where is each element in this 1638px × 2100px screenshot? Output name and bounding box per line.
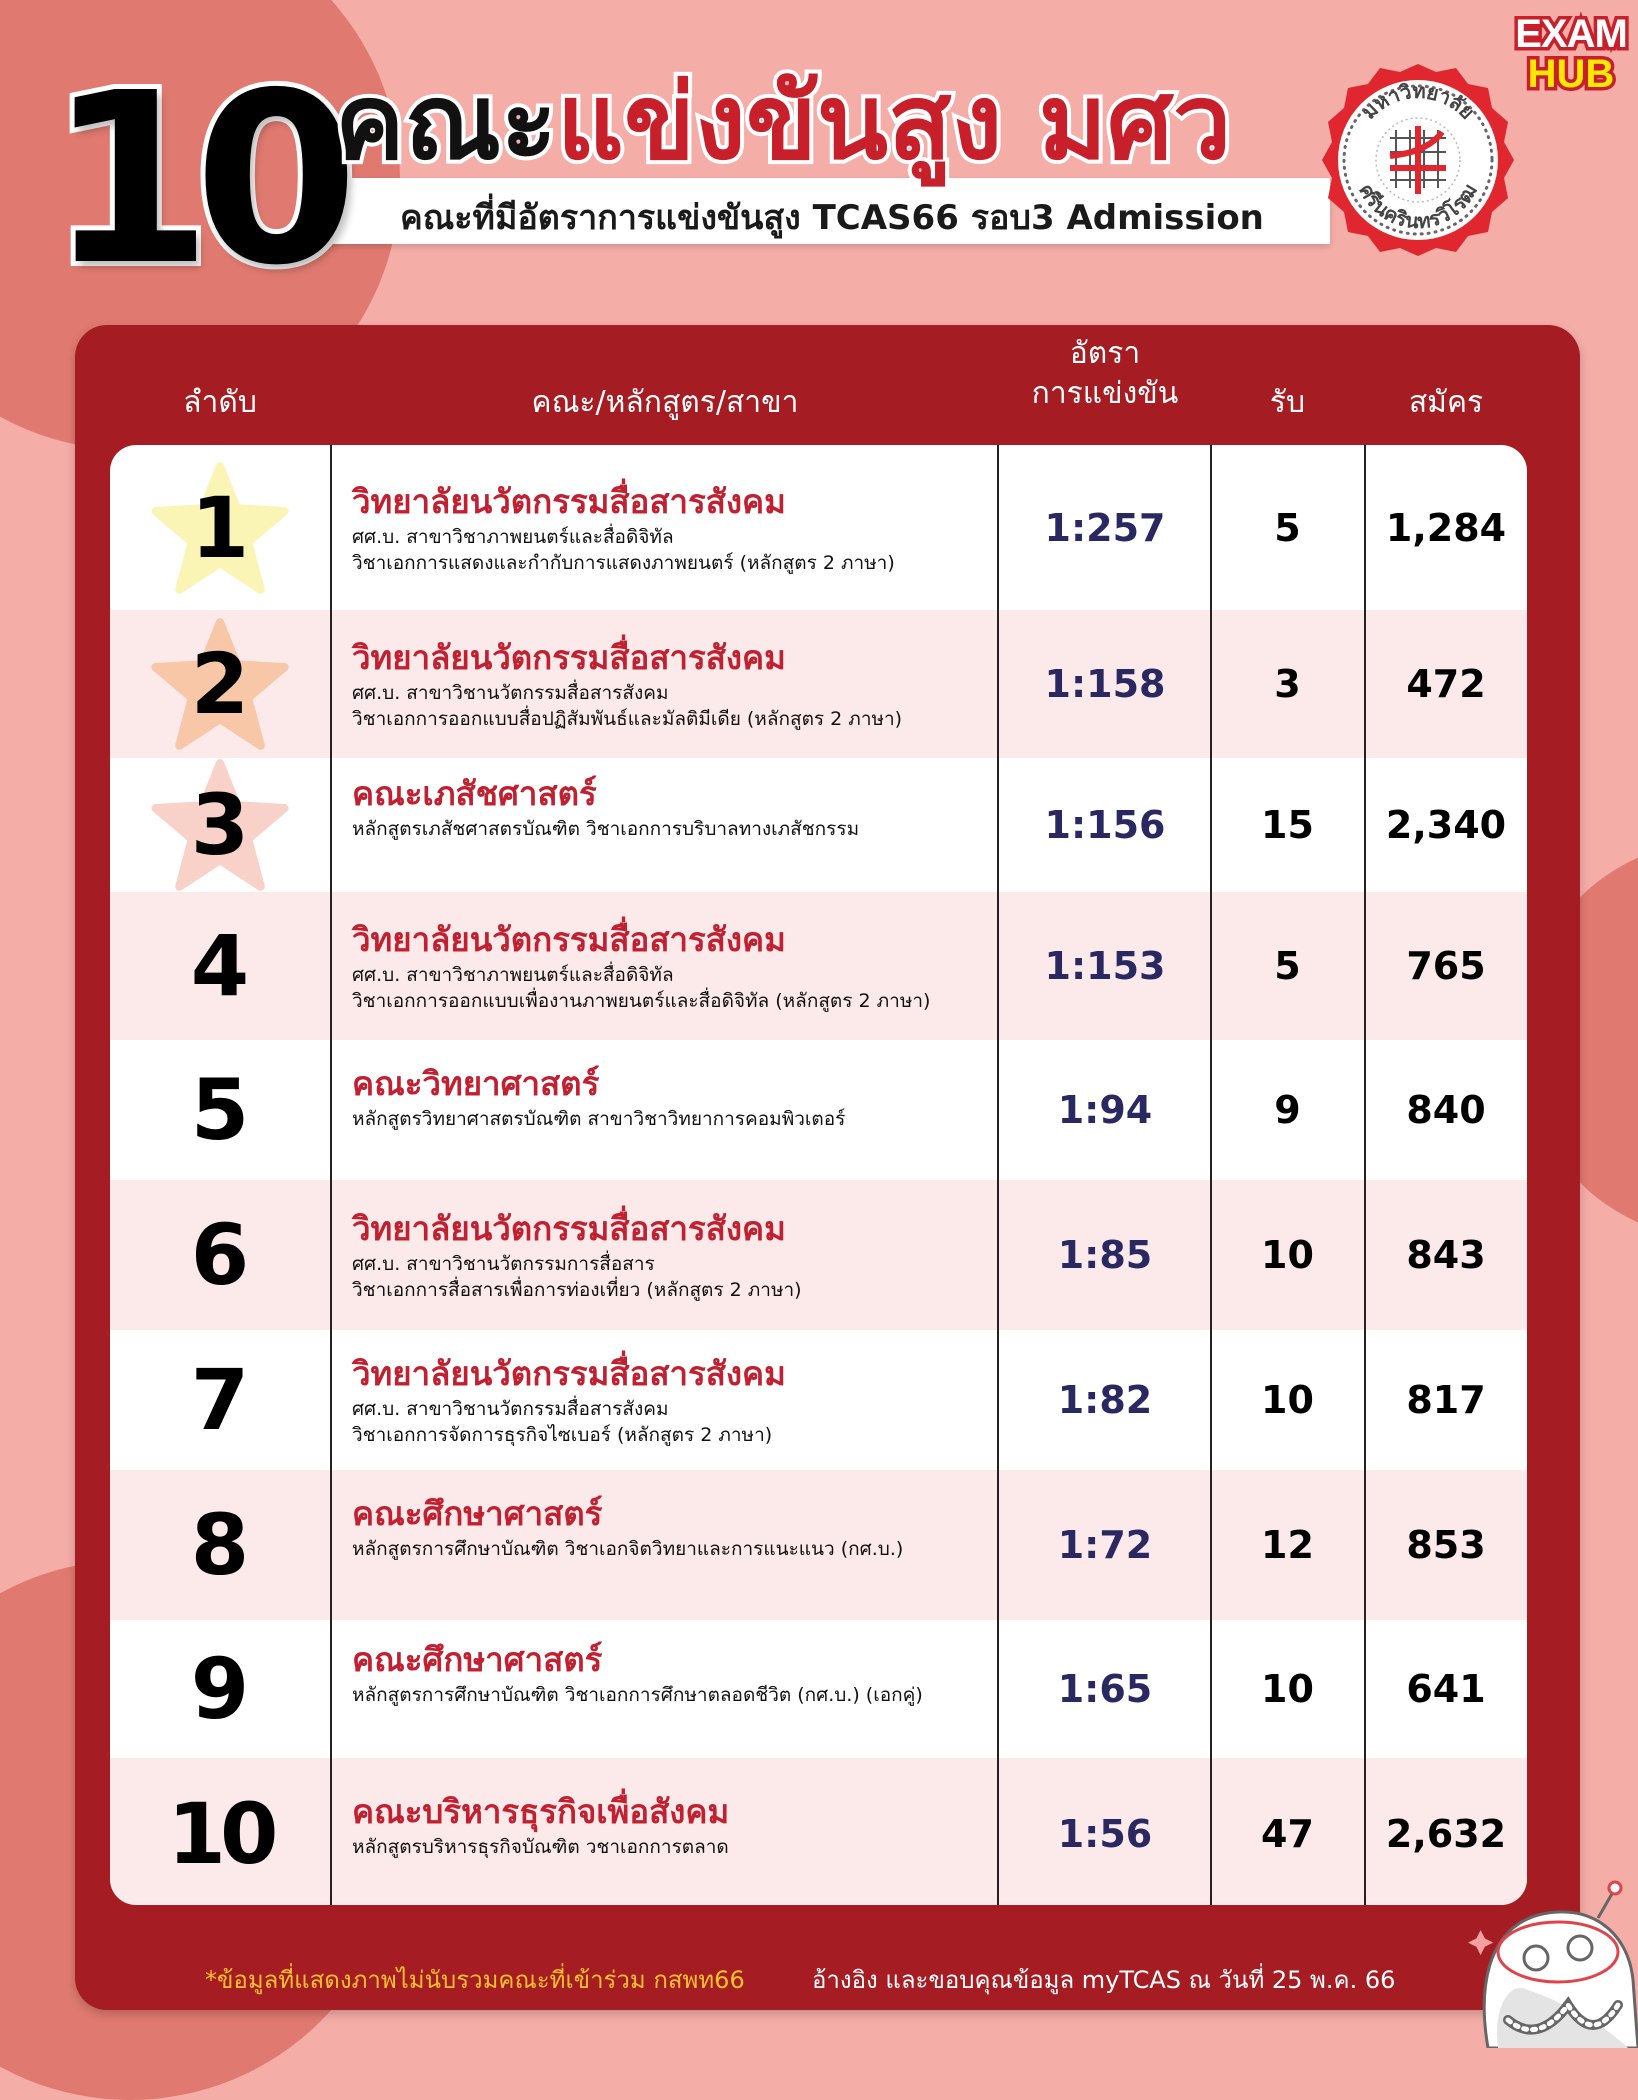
rank-cell: 10	[167, 1785, 273, 1883]
faculty-name: วิทยาลัยนวัตกรรมสื่อสารสังคม	[352, 920, 786, 959]
rank-cell: 8	[190, 1496, 250, 1594]
apply-cell: 641	[1406, 1667, 1486, 1711]
table-row	[110, 445, 1527, 610]
page-title	[335, 62, 1231, 182]
apply-cell: 1,284	[1385, 505, 1507, 550]
column-divider	[330, 445, 332, 1905]
ratio-cell: 1:156	[1044, 803, 1166, 847]
rank-cell: 9	[190, 1640, 250, 1738]
ratio-cell: 1:85	[1057, 1233, 1153, 1277]
program-cell	[352, 1180, 1092, 1330]
receive-cell: 10	[1261, 1233, 1314, 1277]
table-row	[110, 1758, 1527, 1905]
program-cell	[352, 610, 1092, 758]
rank-cell: 6	[190, 1206, 250, 1304]
program-cell	[352, 445, 1092, 610]
logo-line-1: EXAM	[1515, 12, 1627, 56]
receive-cell: 5	[1274, 944, 1301, 988]
receive-cell: 12	[1261, 1523, 1314, 1567]
apply-cell: 843	[1406, 1233, 1486, 1277]
rank-cell: 3	[110, 758, 330, 892]
column-divider	[1210, 445, 1212, 1905]
program-line-2: วิชาเอกการออกแบบสื่อปฏิสัมพันธ์และมัลติมีเดีย (หลักสูตร 2 ภาษา)	[352, 708, 903, 730]
program-line-1: ศศ.บ. สาขาวิชาภาพยนตร์และสื่อดิจิทัล	[352, 525, 674, 548]
faculty-name: คณะศึกษาศาสตร์	[352, 1494, 603, 1533]
program-cell	[352, 1470, 1092, 1620]
program-line-1: หลักสูตรการศึกษาบัณฑิต วิชาเอกการศึกษาตลอดชีวิต (กศ.บ.) (เอกคู่)	[352, 1684, 923, 1706]
ratio-cell: 1:65	[1057, 1667, 1153, 1711]
program-line-1: ศศ.บ. สาขาวิชานวัตกรรมสื่อสารสังคม	[352, 1398, 669, 1420]
program-line-1: หลักสูตรเภสัชศาสตรบัณฑิต วิชาเอกการบริบาลทางเภสัชกรรม	[352, 818, 860, 840]
big-number: 10	[48, 42, 341, 317]
program-line-1: ศศ.บ. สาขาวิชาภาพยนตร์และสื่อดิจิทัล	[352, 964, 674, 986]
faculty-name: วิทยาลัยนวัตกรรมสื่อสารสังคม	[352, 638, 786, 677]
program-line-2: วิชาเอกการออกแบบเพื่องานภาพยนตร์และสื่อดิจิทัล (หลักสูตร 2 ภาษา)	[352, 990, 931, 1012]
university-seal-icon	[1318, 60, 1518, 260]
table-body	[110, 445, 1527, 1905]
program-cell	[352, 1758, 1092, 1905]
program-line-1: ศศ.บ. สาขาวิชานวัตกรรมสื่อสารสังคม	[352, 682, 669, 704]
table-row	[110, 758, 1527, 892]
ratio-cell: 1:72	[1057, 1523, 1153, 1567]
examhub-logo	[1512, 14, 1630, 104]
apply-cell: 2,632	[1385, 1812, 1507, 1856]
column-header-program: คณะ/หลักสูตร/สาขา	[531, 385, 799, 420]
ratio-cell: 1:158	[1044, 662, 1166, 706]
ratio-cell: 1:257	[1044, 505, 1166, 550]
ratio-cell: 1:94	[1057, 1088, 1153, 1132]
column-header-receive: รับ	[1269, 385, 1306, 420]
ratio-cell: 1:56	[1057, 1812, 1153, 1856]
faculty-name: คณะศึกษาศาสตร์	[352, 1640, 603, 1679]
table-row	[110, 1040, 1527, 1180]
program-cell	[352, 758, 1092, 892]
table-row	[110, 1180, 1527, 1330]
faculty-name: คณะเภสัชศาสตร์	[352, 774, 597, 813]
faculty-name: วิทยาลัยนวัตกรรมสื่อสารสังคม	[352, 1209, 786, 1248]
apply-cell: 2,340	[1385, 803, 1507, 847]
title-part-1: คณะ	[335, 61, 557, 183]
column-header-ratio: อัตรา การแข่งขัน	[1031, 336, 1179, 411]
apply-cell: 853	[1406, 1523, 1486, 1567]
table-row	[110, 892, 1527, 1040]
faculty-name: คณะวิทยาศาสตร์	[352, 1064, 600, 1103]
program-line-1: ศศ.บ. สาขาวิชานวัตกรรมการสื่อสาร	[352, 1253, 655, 1275]
table-row	[110, 1470, 1527, 1620]
column-header-apply: สมัคร	[1408, 385, 1484, 420]
title-part-2: แข่งขันสูง มศว	[556, 61, 1232, 183]
receive-cell: 47	[1261, 1812, 1314, 1856]
program-cell	[352, 1620, 1092, 1758]
program-line-1: หลักสูตรวิทยาศาสตรบัณฑิต สาขาวิชาวิทยาการคอมพิวเตอร์	[352, 1108, 846, 1130]
receive-cell: 5	[1274, 505, 1301, 550]
table-row	[110, 1620, 1527, 1758]
robot-mascot-icon	[1468, 1870, 1638, 2048]
table-row	[110, 1330, 1527, 1470]
rank-cell: 1	[110, 445, 330, 610]
rank-cell: 4	[190, 917, 250, 1015]
ratio-cell: 1:153	[1044, 944, 1166, 988]
rank-cell: 5	[190, 1061, 250, 1159]
program-line-2: วิชาเอกการแสดงและกำกับการแสดงภาพยนตร์ (หลักสูตร 2 ภาษา)	[352, 551, 895, 574]
faculty-name: วิทยาลัยนวัตกรรมสื่อสารสังคม	[352, 1354, 786, 1393]
rank-cell: 2	[110, 610, 330, 758]
source-credit: อ้างอิง และขอบคุณข้อมูล myTCAS ณ วันที่ 25 พ.ค. 66	[812, 1966, 1396, 1994]
receive-cell: 15	[1261, 803, 1314, 847]
program-cell	[352, 1040, 1092, 1180]
column-divider	[1364, 445, 1366, 1905]
program-line-2: วิชาเอกการจัดการธุรกิจไซเบอร์ (หลักสูตร 2 ภาษา)	[352, 1424, 773, 1446]
ratio-cell: 1:82	[1057, 1378, 1153, 1422]
page-subtitle: คณะที่มีอัตราการแข่งขันสูง TCAS66 รอบ3 Admission	[400, 198, 1264, 238]
svg-text:มหาวิทยาลัย: มหาวิทยาลัย	[1356, 78, 1480, 124]
faculty-name: คณะบริหารธุรกิจเพื่อสังคม	[352, 1792, 730, 1831]
column-header-rank: ลำดับ	[183, 385, 257, 420]
faculty-name: วิทยาลัยนวัตกรรมสื่อสารสังคม	[352, 481, 786, 521]
apply-cell: 765	[1406, 944, 1486, 988]
logo-line-2: HUB	[1527, 52, 1615, 96]
apply-cell: 840	[1406, 1088, 1486, 1132]
rank-cell: 7	[190, 1351, 250, 1449]
receive-cell: 10	[1261, 1667, 1314, 1711]
program-line-1: หลักสูตรบริหารธุรกิจบัณฑิต วชาเอกการตลาด	[352, 1836, 729, 1858]
receive-cell: 10	[1261, 1378, 1314, 1422]
column-divider	[997, 445, 999, 1905]
program-cell	[352, 892, 1092, 1040]
table-row	[110, 610, 1527, 758]
receive-cell: 9	[1274, 1088, 1301, 1132]
apply-cell: 472	[1406, 662, 1486, 706]
svg-text:ศรีนครินทรวิโรฒ: ศรีนครินทรวิโรฒ	[1354, 179, 1482, 234]
apply-cell: 817	[1406, 1378, 1486, 1422]
program-cell	[352, 1330, 1092, 1470]
program-line-1: หลักสูตรการศึกษาบัณฑิต วิชาเอกจิตวิทยาและการแนะแนว (กศ.บ.)	[352, 1538, 904, 1560]
program-line-2: วิชาเอกการสื่อสารเพื่อการท่องเที่ยว (หลักสูตร 2 ภาษา)	[352, 1279, 802, 1301]
receive-cell: 3	[1274, 662, 1301, 706]
footnote: *ข้อมูลที่แสดงภาพไม่นับรวมคณะที่เข้าร่วม กสพท66	[205, 1966, 745, 1994]
